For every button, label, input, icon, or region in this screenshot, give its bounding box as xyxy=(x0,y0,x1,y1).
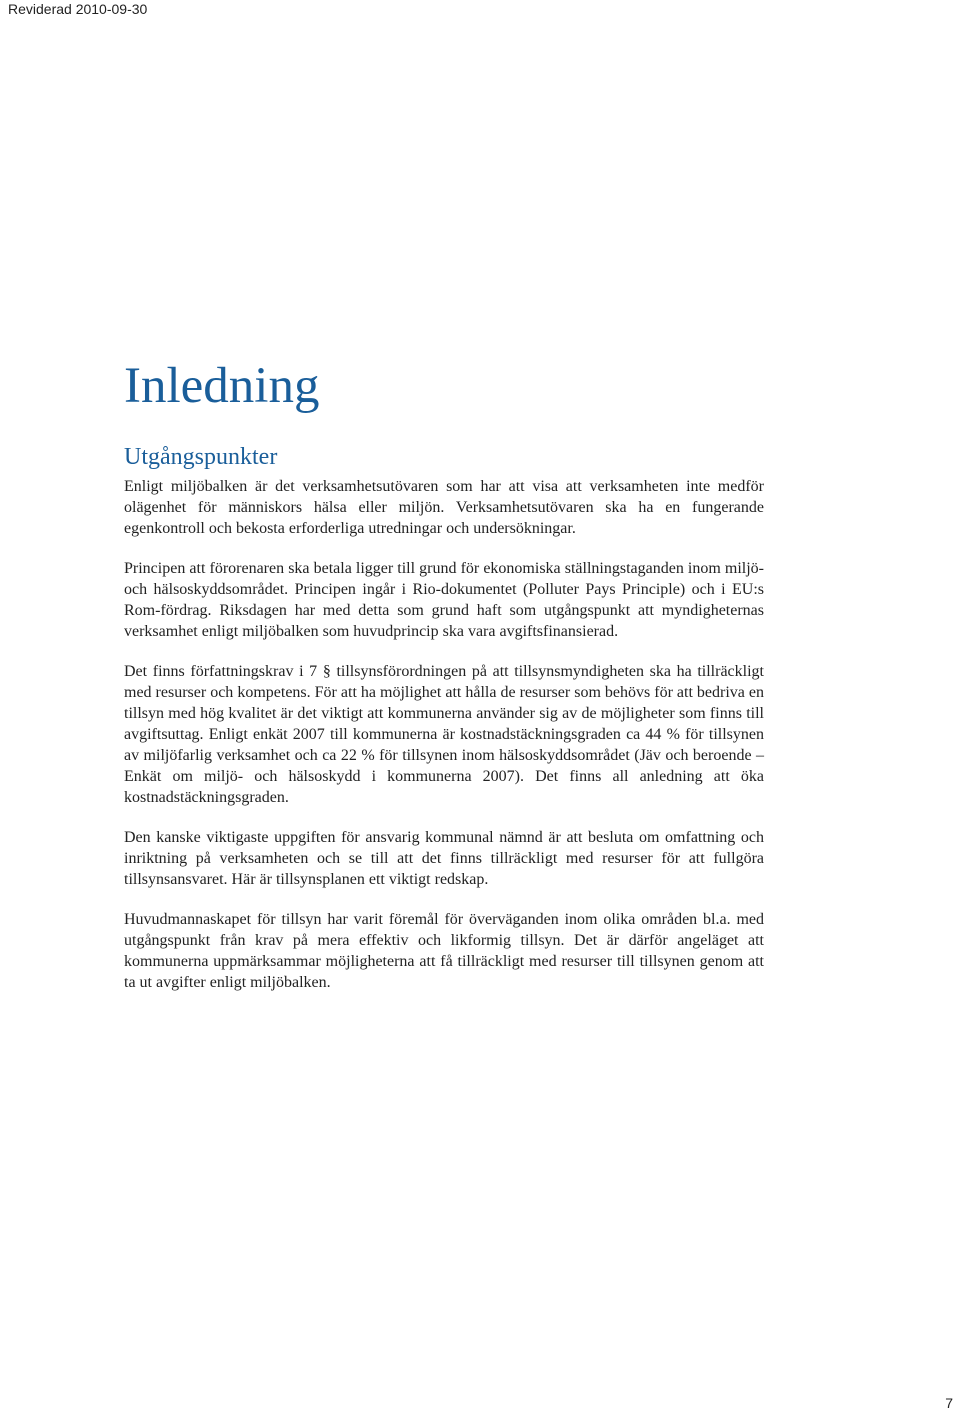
paragraph: Enligt miljöbalken är det verksamhetsutövaren som har att visa att verksamheten inte medför olägenhet för människors hälsa eller miljön. Verksamhetsutövaren ska ha en fungerande egenkontroll och bekosta erforderliga utredningar och undersökningar. xyxy=(124,478,764,537)
page-number: 7 xyxy=(945,1395,953,1411)
paragraph: Det finns författningskrav i 7 § tillsynsförordningen på att tillsynsmyndigheten ska ha tillräckligt med resurser och kompetens. För att ha möjlighet att hålla de resurser som behövs för att bedriva en tillsyn med hög kvalitet är det viktigt att kommunerna använder sig av de möjligheter som finns till avgiftsuttag. Enligt enkät 2007 till kommunerna är kostnadstäckningsgraden ca 44 % för tillsynen av miljöfarlig verksamhet och ca 22 % för tillsynen inom hälsoskyddsområdet (Jäv och beroende – Enkät om miljö- och hälsoskydd i kommunerna 2007). Det finns all anledning att öka kostnadstäckningsgraden. xyxy=(124,663,764,806)
section-heading: Utgångspunkter xyxy=(124,444,278,470)
document-body xyxy=(124,356,764,993)
paragraph: Principen att förorenaren ska betala ligger till grund för ekonomiska ställningstaganden inom miljö- och hälsoskyddsområdet. Principen ingår i Rio-dokumentet (Polluter Pays Principle) och i EU:s Rom-fördrag. Riksdagen har med detta som grund haft som utgångspunkt att myndigheternas verksamhet enligt miljöbalken som huvudprincip ska vara avgiftsfinansierad. xyxy=(124,560,764,640)
paragraph: Den kanske viktigaste uppgiften för ansvarig kommunal nämnd är att besluta om omfattning och inriktning på verksamheten och se till att det finns tillräckligt med resurser för att fullgöra tillsynsansvaret. Här är tillsynsplanen ett viktigt redskap. xyxy=(124,829,764,888)
paragraph: Huvudmannaskapet för tillsyn har varit föremål för överväganden inom olika områden bl.a. med utgångspunkt från krav på mera effektiv och likformig tillsyn. Det är därför angeläget att kommunerna uppmärksammar möjligheterna att få tillräckligt med resurser till tillsynen genom att ta ut avgifter enligt miljöbalken. xyxy=(124,911,764,991)
revision-date: Reviderad 2010-09-30 xyxy=(8,1,148,17)
page-title: Inledning xyxy=(124,358,320,414)
